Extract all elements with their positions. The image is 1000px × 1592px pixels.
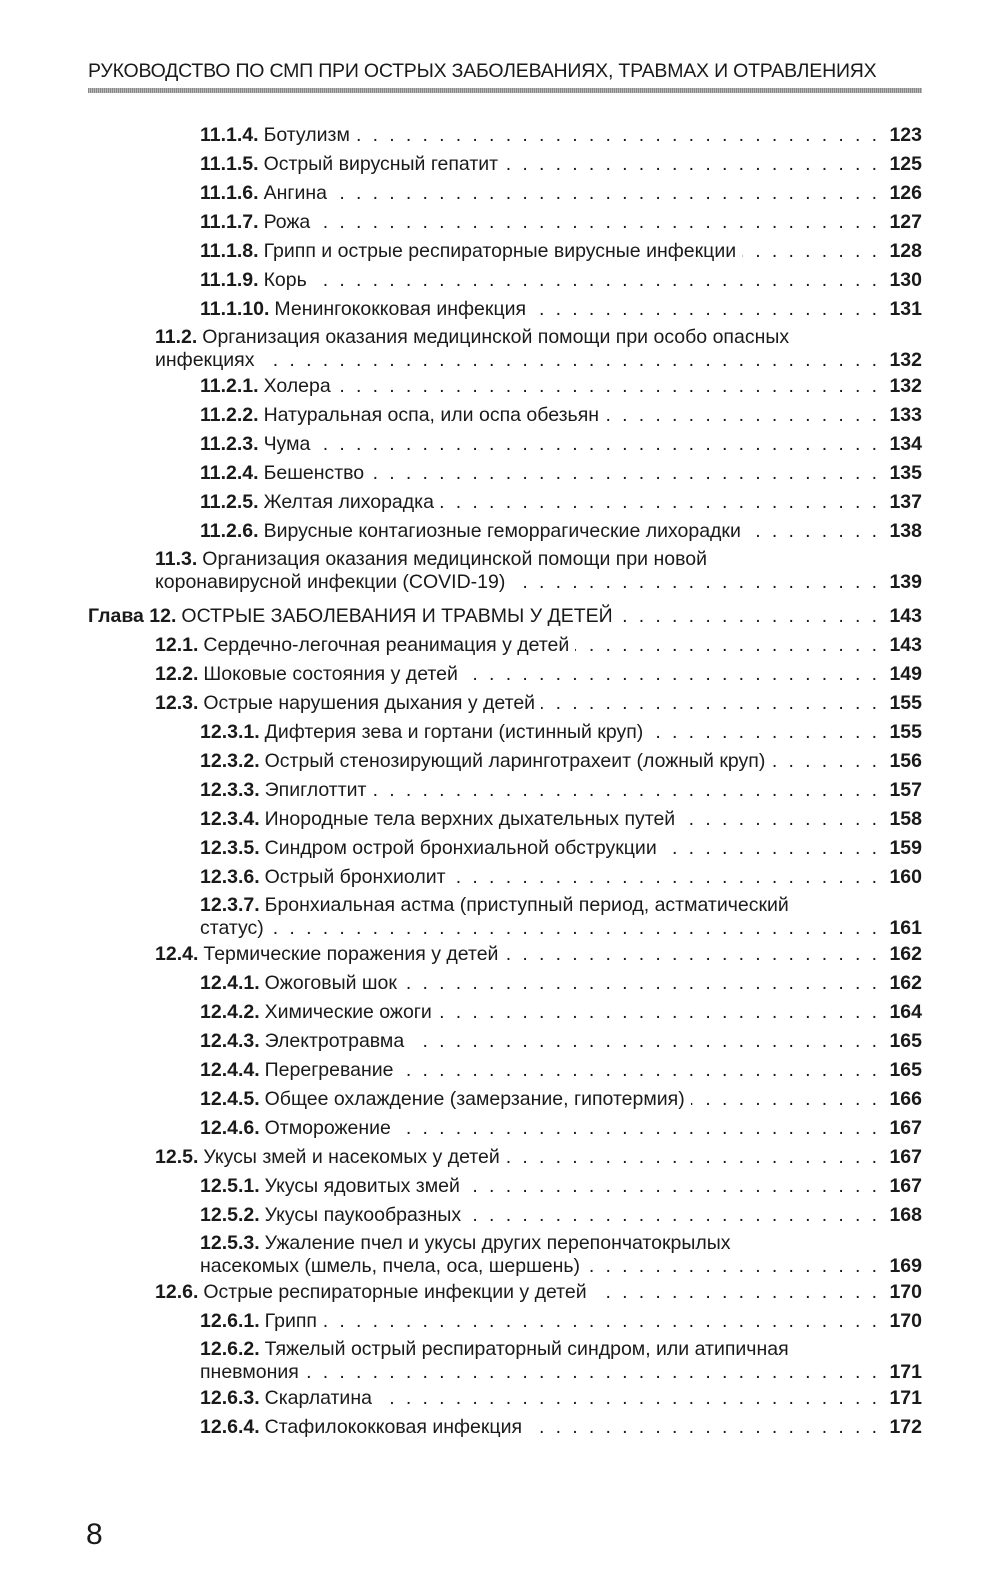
toc-line (88, 1143, 922, 1172)
entry-title: Стафилококковая инфекция (264, 1416, 523, 1438)
toc-line (88, 834, 922, 863)
entry-title: Термические поражения у детей (203, 943, 499, 965)
entry-number: 12.3.2. (200, 750, 260, 772)
entry-title: Укусы змей и насекомых у детей (203, 1146, 500, 1168)
dot-leader (373, 776, 881, 805)
dot-leader (270, 916, 880, 940)
entry-title: насекомых (шмель, пчела, оса, шершень) (200, 1255, 581, 1277)
dot-leader (464, 660, 880, 689)
entry-title: Эпиглоттит (264, 779, 367, 801)
dot-leader (400, 1056, 881, 1085)
entry-title: Сердечно-легочная реанимация у детей (203, 634, 570, 656)
toc-line (88, 237, 922, 266)
entry-title: Отморожение (264, 1117, 391, 1139)
toc-line (88, 324, 922, 348)
toc-entry (88, 295, 922, 324)
dot-leader (316, 430, 880, 459)
entry-page: 169 (889, 1255, 922, 1277)
entry-title: Рожа (263, 211, 311, 233)
toc-entry (88, 1143, 922, 1172)
entry-number: 12.6.2. (200, 1338, 260, 1360)
toc-entry (88, 776, 922, 805)
entry-page: 131 (889, 298, 922, 320)
entry-title: Дифтерия зева и гортани (истинный круп) (264, 721, 644, 743)
entry-title: Электротравма (264, 1030, 405, 1052)
toc-entry (88, 1307, 922, 1336)
toc-line (88, 863, 922, 892)
toc-entry (88, 1384, 922, 1413)
toc-entry (88, 179, 922, 208)
dot-leader (313, 266, 880, 295)
entry-number: 12.6. (155, 1281, 199, 1303)
toc-line (88, 348, 922, 372)
entry-title: Тяжелый острый респираторный синдром, или атипичная (264, 1338, 789, 1360)
header-rule (88, 88, 922, 93)
toc-entry (88, 1085, 922, 1114)
toc-line (88, 430, 922, 459)
dot-leader (333, 179, 880, 208)
dot-leader (575, 631, 880, 660)
entry-title: Ужаление пчел и укусы других перепончатокрылых (264, 1232, 731, 1254)
entry-number: 12.3. (155, 692, 199, 714)
toc-entry (88, 892, 922, 940)
entry-page: 149 (889, 663, 922, 685)
dot-leader (506, 1143, 880, 1172)
dot-leader (440, 488, 880, 517)
toc-entry (88, 660, 922, 689)
toc-entry (88, 266, 922, 295)
toc-entry (88, 372, 922, 401)
dot-leader (397, 1114, 880, 1143)
entry-page: 126 (889, 182, 922, 204)
toc-entry (88, 488, 922, 517)
dot-leader (337, 372, 880, 401)
entry-title: Бронхиальная астма (приступный период, астматический (264, 894, 789, 916)
entry-number: 12.5.1. (200, 1175, 260, 1197)
toc-entry (88, 324, 922, 372)
entry-number: 12.5.2. (200, 1204, 260, 1226)
toc-entry (88, 401, 922, 430)
entry-page: 128 (889, 240, 922, 262)
toc-line (88, 1413, 922, 1442)
entry-page: 171 (889, 1387, 922, 1409)
entry-number: 12.6.1. (200, 1310, 260, 1332)
toc-entry (88, 1230, 922, 1278)
entry-page: 161 (889, 917, 922, 939)
entry-page: 160 (889, 866, 922, 888)
dot-leader (742, 237, 880, 266)
toc-entry (88, 121, 922, 150)
toc-entry (88, 517, 922, 546)
entry-title: Укусы паукообразных (264, 1204, 462, 1226)
entry-page: 167 (889, 1175, 922, 1197)
toc-line (88, 805, 922, 834)
dot-leader (356, 121, 880, 150)
entry-page: 158 (889, 808, 922, 830)
toc-entry (88, 998, 922, 1027)
entry-title: Организация оказания медицинской помощи при особо опасных (202, 326, 790, 348)
entry-number: 12.3.7. (200, 894, 260, 916)
entry-title: Грипп и острые респираторные вирусные инфекции (263, 240, 737, 262)
dot-leader (467, 1201, 880, 1230)
entry-number: 11.2.3. (200, 433, 259, 455)
toc-entry (88, 1027, 922, 1056)
toc-line (88, 546, 922, 570)
entry-title: Инородные тела верхних дыхательных путей (264, 808, 676, 830)
table-of-contents (88, 121, 922, 1442)
toc-entry (88, 940, 922, 969)
dot-leader (370, 459, 880, 488)
toc-line (88, 1384, 922, 1413)
entry-page: 159 (889, 837, 922, 859)
entry-number: 11.2.2. (200, 404, 259, 426)
entry-title: Чума (263, 433, 311, 455)
entry-title: Острые респираторные инфекции у детей (203, 1281, 587, 1303)
dot-leader (504, 940, 880, 969)
entry-title: коронавирусной инфекции (COVID-19) (155, 571, 506, 593)
toc-line (88, 488, 922, 517)
dot-leader (323, 1307, 880, 1336)
entry-number: 12.3.4. (200, 808, 260, 830)
entry-page: 130 (889, 269, 922, 291)
toc-line (88, 570, 922, 594)
entry-number: 11.3. (155, 548, 198, 570)
entry-page: 162 (889, 943, 922, 965)
entry-number: 11.2.1. (200, 375, 259, 397)
entry-title: инфекциях (155, 349, 255, 371)
entry-title: Шоковые состояния у детей (203, 663, 458, 685)
toc-entry (88, 1172, 922, 1201)
entry-page: 139 (889, 571, 922, 593)
entry-number: 11.1.6. (200, 182, 259, 204)
entry-page: 167 (889, 1146, 922, 1168)
entry-number: 11.1.7. (200, 211, 259, 233)
dot-leader (466, 1172, 880, 1201)
entry-title: Скарлатина (264, 1387, 372, 1409)
entry-page: 171 (889, 1361, 922, 1383)
toc-line (88, 1336, 922, 1360)
toc-entry (88, 1278, 922, 1307)
entry-title: Острый стенозирующий ларинготрахеит (ложный круп) (264, 750, 766, 772)
toc-line (88, 1056, 922, 1085)
entry-number: 12.4.2. (200, 1001, 260, 1023)
entry-number: 11.1.5. (200, 153, 259, 175)
entry-number: 11.1.8. (200, 240, 259, 262)
dot-leader (504, 150, 880, 179)
entry-page: 156 (889, 750, 922, 772)
toc-line (88, 266, 922, 295)
toc-entry (88, 805, 922, 834)
entry-title: Холера (263, 375, 331, 397)
toc-line (88, 1230, 922, 1254)
toc-line (88, 940, 922, 969)
entry-title: ОСТРЫЕ ЗАБОЛЕВАНИЯ И ТРАВМЫ У ДЕТЕЙ (181, 605, 613, 627)
toc-line (88, 660, 922, 689)
entry-title: Перегревание (264, 1059, 394, 1081)
entry-page: 143 (889, 605, 922, 627)
dot-leader (410, 1027, 880, 1056)
toc-entry (88, 237, 922, 266)
entry-title: Укусы ядовитых змей (264, 1175, 460, 1197)
entry-page: 135 (889, 462, 922, 484)
entry-title: Ангина (263, 182, 327, 204)
toc-line (88, 1360, 922, 1384)
entry-title: Грипп (264, 1310, 317, 1332)
toc-entry (88, 208, 922, 237)
entry-page: 162 (889, 972, 922, 994)
dot-leader (511, 570, 880, 594)
entry-page: 125 (889, 153, 922, 175)
entry-number: 12.4.3. (200, 1030, 260, 1052)
entry-page: 172 (889, 1416, 922, 1438)
toc-line (88, 689, 922, 718)
entry-page: 127 (889, 211, 922, 233)
entry-page: 157 (889, 779, 922, 801)
toc-line (88, 1254, 922, 1278)
page-number: 8 (86, 1518, 103, 1551)
entry-page: 170 (889, 1281, 922, 1303)
entry-page: 134 (889, 433, 922, 455)
entry-page: 170 (889, 1310, 922, 1332)
entry-page: 166 (889, 1088, 922, 1110)
entry-title: Острый вирусный гепатит (263, 153, 499, 175)
entry-number: 12.3.1. (200, 721, 260, 743)
entry-page: 164 (889, 1001, 922, 1023)
entry-number: 12.2. (155, 663, 199, 685)
entry-number: Глава 12. (88, 605, 177, 627)
toc-entry (88, 863, 922, 892)
dot-leader (586, 1254, 880, 1278)
toc-line (88, 372, 922, 401)
toc-entry (88, 631, 922, 660)
entry-number: 12.4.1. (200, 972, 260, 994)
toc-line (88, 121, 922, 150)
dot-leader (541, 689, 880, 718)
entry-page: 168 (889, 1204, 922, 1226)
entry-page: 132 (889, 375, 922, 397)
entry-number: 12.4. (155, 943, 199, 965)
dot-leader (378, 1384, 880, 1413)
toc-entry (88, 150, 922, 179)
entry-title: Химические ожоги (264, 1001, 432, 1023)
toc-entry (88, 1413, 922, 1442)
dot-leader (438, 998, 880, 1027)
entry-title: Желтая лихорадка (263, 491, 434, 513)
dot-leader (260, 348, 880, 372)
dot-leader (681, 805, 880, 834)
toc-line (88, 150, 922, 179)
entry-page: 137 (889, 491, 922, 513)
entry-title: Ботулизм (263, 124, 350, 146)
toc-entry (88, 430, 922, 459)
entry-page: 143 (889, 634, 922, 656)
entry-number: 12.3.5. (200, 837, 260, 859)
entry-title: Синдром острой бронхиальной обструкции (264, 837, 657, 859)
entry-number: 12.6.4. (200, 1416, 260, 1438)
entry-title: пневмония (200, 1361, 299, 1383)
entry-page: 155 (889, 721, 922, 743)
entry-number: 11.2.5. (200, 491, 259, 513)
dot-leader (663, 834, 880, 863)
dot-leader (747, 517, 880, 546)
entry-title: Бешенство (263, 462, 365, 484)
toc-entry (88, 1056, 922, 1085)
toc-entry (88, 1336, 922, 1384)
toc-line (88, 718, 922, 747)
toc-line (88, 1027, 922, 1056)
entry-title: Натуральная оспа, или оспа обезьян (263, 404, 600, 426)
toc-line (88, 969, 922, 998)
entry-page: 165 (889, 1059, 922, 1081)
dot-leader (771, 747, 880, 776)
dot-leader (528, 1413, 880, 1442)
entry-title: Общее охлаждение (замерзание, гипотермия) (264, 1088, 685, 1110)
toc-chapter (88, 602, 922, 631)
toc-entry (88, 718, 922, 747)
dot-leader (619, 602, 880, 631)
running-header: РУКОВОДСТВО ПО СМП ПРИ ОСТРЫХ ЗАБОЛЕВАНИЯХ, ТРАВМАХ И ОТРАВЛЕНИЯХ (88, 60, 877, 82)
toc-line (88, 179, 922, 208)
entry-number: 12.4.5. (200, 1088, 260, 1110)
dot-leader (403, 969, 880, 998)
toc-line (88, 459, 922, 488)
entry-number: 11.1.10. (200, 298, 270, 320)
toc-line (88, 916, 922, 940)
entry-number: 12.3.3. (200, 779, 260, 801)
toc-entry (88, 1114, 922, 1143)
entry-page: 123 (889, 124, 922, 146)
entry-number: 12.5.3. (200, 1232, 260, 1254)
entry-page: 133 (889, 404, 922, 426)
entry-number: 11.1.9. (200, 269, 259, 291)
toc-line (88, 776, 922, 805)
toc-entry (88, 834, 922, 863)
entry-title: Острый бронхиолит (264, 866, 446, 888)
toc-entry (88, 1201, 922, 1230)
entry-title: Острые нарушения дыхания у детей (203, 692, 536, 714)
entry-page: 132 (889, 349, 922, 371)
toc-line (88, 1201, 922, 1230)
dot-leader (605, 401, 880, 430)
toc-line (88, 747, 922, 776)
entry-page: 167 (889, 1117, 922, 1139)
toc-entry (88, 546, 922, 594)
entry-page: 138 (889, 520, 922, 542)
dot-leader (452, 863, 880, 892)
dot-leader (305, 1360, 880, 1384)
toc-line (88, 208, 922, 237)
entry-number: 12.1. (155, 634, 199, 656)
entry-title: Корь (263, 269, 307, 291)
entry-title: Ожоговый шок (264, 972, 397, 994)
dot-leader (532, 295, 880, 324)
dot-leader (316, 208, 880, 237)
entry-page: 155 (889, 692, 922, 714)
entry-number: 11.2.4. (200, 462, 259, 484)
toc-line (88, 998, 922, 1027)
entry-number: 12.4.4. (200, 1059, 260, 1081)
toc-line (88, 1172, 922, 1201)
entry-number: 11.2. (155, 326, 198, 348)
entry-number: 12.4.6. (200, 1117, 260, 1139)
entry-title: статус) (200, 917, 264, 939)
toc-entry (88, 969, 922, 998)
toc-line (88, 892, 922, 916)
toc-entry (88, 689, 922, 718)
toc-line (88, 1278, 922, 1307)
entry-page: 165 (889, 1030, 922, 1052)
toc-line (88, 401, 922, 430)
entry-title: Вирусные контагиозные геморрагические лихорадки (263, 520, 741, 542)
toc-line (88, 1307, 922, 1336)
toc-entry (88, 459, 922, 488)
toc-line (88, 1085, 922, 1114)
toc-line (88, 295, 922, 324)
entry-number: 12.6.3. (200, 1387, 260, 1409)
entry-number: 11.2.6. (200, 520, 259, 542)
dot-leader (593, 1278, 880, 1307)
entry-number: 12.3.6. (200, 866, 260, 888)
entry-number: 12.5. (155, 1146, 199, 1168)
entry-number: 11.1.4. (200, 124, 259, 146)
toc-line (88, 1114, 922, 1143)
dot-leader (691, 1085, 880, 1114)
toc-line (88, 631, 922, 660)
toc-line (88, 602, 922, 631)
dot-leader (649, 718, 880, 747)
entry-title: Менингококковая инфекция (274, 298, 527, 320)
entry-title: Организация оказания медицинской помощи при новой (202, 548, 707, 570)
toc-line (88, 517, 922, 546)
toc-entry (88, 747, 922, 776)
